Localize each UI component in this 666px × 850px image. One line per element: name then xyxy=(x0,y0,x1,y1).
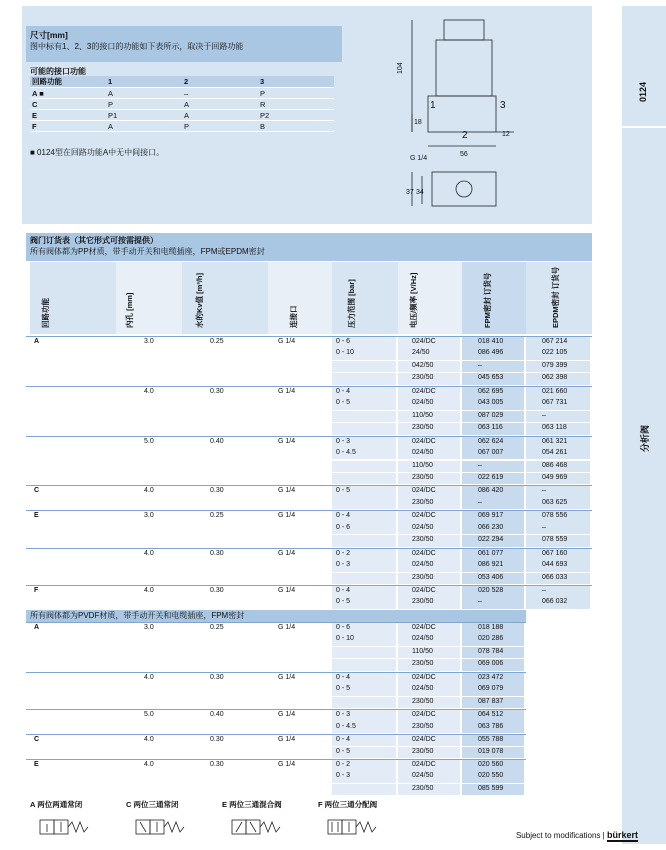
cell-background xyxy=(332,535,396,546)
cell: C xyxy=(30,99,106,110)
cell-background xyxy=(332,461,396,472)
column-header-label: EPDM密封 订货号 xyxy=(551,266,560,328)
port-1-label: 1 xyxy=(430,100,436,111)
table-cell: 043 005 xyxy=(478,399,504,407)
table-cell: 0 - 3 xyxy=(336,561,351,569)
table-cell: G 1/4 xyxy=(278,736,296,744)
dimensions-title: 尺寸[mm] xyxy=(30,30,68,40)
table-cell: 069 006 xyxy=(478,660,504,668)
functions-title: 可能的接口功能 xyxy=(30,67,86,76)
dimension-drawing xyxy=(392,14,532,214)
cell-background xyxy=(332,411,396,422)
table-cell: 062 398 xyxy=(542,374,568,382)
table-cell: 063 116 xyxy=(478,424,503,432)
table-cell: 024/DC xyxy=(412,549,436,557)
table-row xyxy=(26,461,592,474)
table-cell: 061 077 xyxy=(478,549,504,557)
table-cell: A xyxy=(34,338,40,345)
column-header xyxy=(30,262,116,334)
drawing-cable-plug xyxy=(444,20,484,40)
table-cell: 018 410 xyxy=(478,338,504,345)
table-cell: 0.25 xyxy=(210,512,224,520)
table-cell: 0 - 5 xyxy=(336,685,351,693)
table-row xyxy=(26,697,526,710)
table-row xyxy=(26,647,526,660)
table-header-row xyxy=(30,76,334,88)
column-header-label: FPM密封 订货号 xyxy=(483,272,492,328)
table-row xyxy=(30,99,334,110)
cell-background xyxy=(526,523,590,534)
table-cell: 079 399 xyxy=(542,361,568,369)
table-cell: 0 - 4.5 xyxy=(336,449,356,457)
cell: A xyxy=(182,99,258,110)
brand-logo: bürkert xyxy=(606,830,638,840)
column-header-label: 压力范围 [bar] xyxy=(347,279,356,328)
cell-background xyxy=(332,784,396,795)
cell: F xyxy=(30,121,106,132)
cell-background xyxy=(526,486,590,497)
pvdf-section-title: 所有阀体都为PVDF材质，带手动开关和电缆插座，FPM密封 xyxy=(26,610,526,622)
table-cell: 230/50 xyxy=(412,498,434,506)
table-cell: 24/50 xyxy=(412,349,430,357)
cell-background xyxy=(462,461,524,472)
table-cell: – xyxy=(478,498,482,506)
table-cell: 230/50 xyxy=(412,697,434,705)
table-cell: G 1/4 xyxy=(278,487,296,495)
table-cell: 020 560 xyxy=(478,760,504,768)
table-cell: G 1/4 xyxy=(278,711,296,719)
table-cell: E xyxy=(34,760,39,768)
table-row xyxy=(26,573,592,586)
column-header xyxy=(182,262,268,334)
table-cell: 0.30 xyxy=(210,549,224,557)
table-cell: 0 - 5 xyxy=(336,487,351,495)
table-cell: – xyxy=(542,411,546,419)
column-header-label: 回路功能 xyxy=(41,298,50,328)
table-cell: 0 - 6 xyxy=(336,624,351,631)
valve-symbol-f xyxy=(318,812,388,842)
table-cell: 069 917 xyxy=(478,512,504,520)
product-code: 0124 xyxy=(638,81,648,102)
table-cell: 230/50 xyxy=(412,424,434,432)
table-cell: 0 - 4 xyxy=(336,673,351,681)
dim-37: 37 xyxy=(406,189,414,196)
table-row xyxy=(26,784,526,797)
table-cell: 049 969 xyxy=(542,473,568,481)
dim-12: 12 xyxy=(502,131,510,138)
table-cell: 0.30 xyxy=(210,760,224,768)
cell-background xyxy=(332,498,396,509)
table-cell: 063 118 xyxy=(542,424,567,432)
dim-56: 56 xyxy=(460,151,468,158)
table-cell: 0 - 3 xyxy=(336,772,351,780)
table-cell: 063 786 xyxy=(478,722,504,730)
table-cell: A xyxy=(34,624,40,631)
table-cell: 0 - 10 xyxy=(336,635,354,643)
table-cell: 024/50 xyxy=(412,449,434,457)
table-cell: 054 261 xyxy=(542,449,568,457)
table-cell: 0.30 xyxy=(210,487,224,495)
table-cell: 067 160 xyxy=(542,549,568,557)
table-row xyxy=(26,361,592,374)
cell: P xyxy=(106,99,182,110)
cell-background xyxy=(526,411,590,422)
table-cell: 069 079 xyxy=(478,685,504,693)
column-header-label: 水的Kv值 [m³/h] xyxy=(195,273,204,328)
table-row xyxy=(26,771,526,784)
table-cell: 024/DC xyxy=(412,512,436,520)
cell: P1 xyxy=(106,110,182,121)
table-cell: 024/DC xyxy=(412,624,436,631)
table-cell: 3.0 xyxy=(144,512,154,520)
table-cell: 066 230 xyxy=(478,523,504,531)
table-cell: G 1/4 xyxy=(278,760,296,768)
note-text: ■ 0124型在回路功能A中无中间接口。 xyxy=(30,148,165,157)
table-cell: 0.30 xyxy=(210,736,224,744)
table-row xyxy=(30,121,334,132)
cell-background xyxy=(332,373,396,384)
cell-background xyxy=(332,361,396,372)
table-cell: 024/DC xyxy=(412,587,436,594)
symbol-label-c: C 两位三通常闭 xyxy=(126,800,179,809)
symbol-label-e: E 两位三通混合阀 xyxy=(222,800,282,809)
dimensions-desc: 图中标有1、2、3的接口的功能如下表所示，取决于回路功能 xyxy=(30,42,244,51)
table-row xyxy=(26,423,592,436)
table-cell: 0.40 xyxy=(210,437,224,445)
table-cell: – xyxy=(542,523,546,531)
header-cell: 2 xyxy=(182,76,258,88)
table-cell: 020 286 xyxy=(478,635,504,643)
table-cell: 064 512 xyxy=(478,711,504,719)
cell: A xyxy=(106,88,182,99)
table-row xyxy=(26,411,592,424)
table-row xyxy=(26,747,526,760)
table-cell: 078 559 xyxy=(542,536,568,544)
cell-background xyxy=(332,697,396,708)
table-row xyxy=(26,398,592,411)
table-cell: 024/DC xyxy=(412,487,436,495)
table-cell: 020 550 xyxy=(478,772,504,780)
table-cell: 019 078 xyxy=(478,747,504,755)
cell: A xyxy=(106,121,182,132)
table-cell: 0.25 xyxy=(210,624,224,631)
cell: A xyxy=(182,110,258,121)
table-cell: 0 - 4 xyxy=(336,512,351,520)
table-row xyxy=(30,110,334,121)
column-header-label: 内孔 [mm] xyxy=(125,292,134,328)
table-cell: 0 - 5 xyxy=(336,598,351,606)
table-row xyxy=(26,373,592,386)
table-cell: 087 837 xyxy=(478,697,504,705)
table-cell: 062 695 xyxy=(478,387,504,395)
valve-symbol-c xyxy=(126,812,196,842)
cell: A ■ xyxy=(30,88,106,99)
table-cell: 042/50 xyxy=(412,361,434,369)
table-row xyxy=(26,722,526,735)
table-row xyxy=(26,659,526,672)
table-cell: C xyxy=(34,736,40,744)
table-cell: 024/DC xyxy=(412,736,436,744)
table-cell: 0.40 xyxy=(210,711,224,719)
table-cell: 4.0 xyxy=(144,587,154,594)
table-cell: 110/50 xyxy=(412,647,433,655)
table-cell: 4.0 xyxy=(144,549,154,557)
drawing-body xyxy=(428,96,496,132)
table-row xyxy=(26,523,592,536)
table-cell: G 1/4 xyxy=(278,512,296,520)
table-cell: 022 105 xyxy=(542,349,568,357)
symbol-label-f: F 两位三通分配阀 xyxy=(318,800,378,809)
table-cell: 0 - 4 xyxy=(336,387,351,395)
table-row xyxy=(26,684,526,697)
table-cell: 023 472 xyxy=(478,673,504,681)
table-cell: 4.0 xyxy=(144,673,154,681)
port-functions-table xyxy=(30,76,334,132)
table-cell: 021 660 xyxy=(542,387,568,395)
order-table-title: 阀门订货表（其它形式可按需提供） xyxy=(30,236,158,245)
table-cell: 0 - 2 xyxy=(336,549,351,557)
table-row xyxy=(26,634,526,647)
table-cell: G 1/4 xyxy=(278,437,296,445)
dim-34: 34 xyxy=(416,189,424,196)
table-cell: 022 619 xyxy=(478,473,504,481)
table-cell: 024/DC xyxy=(412,673,436,681)
side-tab-category xyxy=(622,128,666,844)
header-cell: 3 xyxy=(258,76,334,88)
table-cell: 078 556 xyxy=(542,512,568,520)
table-cell: 0.25 xyxy=(210,338,224,345)
dim-104: 104 xyxy=(397,62,404,74)
table-cell: 0 - 10 xyxy=(336,349,354,357)
table-cell: 0.30 xyxy=(210,387,224,395)
table-row xyxy=(30,88,334,99)
table-cell: 018 188 xyxy=(478,624,504,631)
column-header xyxy=(116,262,182,334)
table-cell: – xyxy=(542,487,546,495)
table-cell: 0 - 5 xyxy=(336,747,351,755)
table-row xyxy=(26,498,592,511)
table-cell: 4.0 xyxy=(144,736,154,744)
table-cell: 053 406 xyxy=(478,573,504,581)
table-cell: 024/DC xyxy=(412,711,436,719)
cell-background xyxy=(462,361,524,372)
table-cell: 024/DC xyxy=(412,387,436,395)
side-tab-code xyxy=(622,6,666,126)
table-cell: – xyxy=(478,598,482,606)
cell: B xyxy=(258,121,334,132)
drawing-coil xyxy=(436,40,492,96)
category-label: 分析阀 xyxy=(640,424,650,452)
port-3-label: 3 xyxy=(500,100,506,111)
table-cell: 024/50 xyxy=(412,523,434,531)
table-cell: 4.0 xyxy=(144,387,154,395)
table-cell: 024/50 xyxy=(412,561,434,569)
table-cell: 230/50 xyxy=(412,660,434,668)
table-row xyxy=(26,448,592,461)
table-cell: 020 528 xyxy=(478,587,504,594)
cell-background xyxy=(462,597,524,608)
footer: Subject to modifications | bürkert xyxy=(515,830,638,840)
table-cell: 0 - 4 xyxy=(336,587,351,594)
table-cell: 4.0 xyxy=(144,487,154,495)
table-cell: 086 420 xyxy=(478,487,504,495)
column-header xyxy=(268,262,332,334)
table-cell: 086 496 xyxy=(478,349,504,357)
column-header-label: 电压/频率 [V/Hz] xyxy=(409,272,418,328)
table-cell: G 1/4 xyxy=(278,387,296,395)
symbol-label-a: A 两位两通常闭 xyxy=(30,800,83,809)
valve-symbol-a xyxy=(30,812,100,842)
column-header-label: 连接口 xyxy=(289,305,298,328)
table-cell: 066 032 xyxy=(542,598,568,606)
table-cell: 110/50 xyxy=(412,411,433,419)
cell-background xyxy=(332,659,396,670)
footer-text: Subject to modifications xyxy=(515,831,601,840)
table-cell: 0 - 2 xyxy=(336,760,351,768)
table-cell: 0 - 5 xyxy=(336,399,351,407)
table-cell: 230/50 xyxy=(412,473,434,481)
table-cell: 066 033 xyxy=(542,573,568,581)
header-cell: 1 xyxy=(106,76,182,88)
table-cell: 0 - 3 xyxy=(336,437,351,445)
table-cell: 5.0 xyxy=(144,437,154,445)
table-cell: – xyxy=(478,461,482,469)
cell-background xyxy=(332,573,396,584)
table-cell: – xyxy=(542,587,546,594)
cell-background xyxy=(332,647,396,658)
port-2-label: 2 xyxy=(462,130,468,141)
table-cell: 0 - 6 xyxy=(336,338,351,345)
table-cell: 230/50 xyxy=(412,374,434,382)
table-cell: G 1/4 xyxy=(278,338,296,345)
table-cell: 230/50 xyxy=(412,784,434,792)
table-cell: 087 029 xyxy=(478,411,504,419)
table-cell: 0.30 xyxy=(210,673,224,681)
table-cell: 5.0 xyxy=(144,711,154,719)
cell: R xyxy=(258,99,334,110)
table-cell: 024/DC xyxy=(412,338,436,345)
table-cell: 086 468 xyxy=(542,461,568,469)
table-cell: 067 007 xyxy=(478,449,504,457)
table-row xyxy=(26,597,592,610)
table-cell: 024/DC xyxy=(412,760,436,768)
column-header xyxy=(398,262,462,334)
table-cell: 067 214 xyxy=(542,338,568,345)
cell: P xyxy=(258,88,334,99)
table-cell: G 1/4 xyxy=(278,673,296,681)
table-cell: 3.0 xyxy=(144,338,154,345)
table-cell: 0 - 4 xyxy=(336,736,351,744)
table-row xyxy=(26,560,592,573)
table-cell: 078 784 xyxy=(478,647,504,655)
cell: P2 xyxy=(258,110,334,121)
cell-background xyxy=(332,473,396,484)
table-cell: 062 624 xyxy=(478,437,504,445)
cell: – xyxy=(182,88,258,99)
table-cell: 230/50 xyxy=(412,573,434,581)
table-cell: 044 693 xyxy=(542,561,568,569)
table-cell: 3.0 xyxy=(144,624,154,631)
dim-18: 18 xyxy=(414,119,422,126)
column-header xyxy=(462,262,526,334)
valve-symbol-e xyxy=(222,812,292,842)
table-cell: G 1/4 xyxy=(278,587,296,594)
cell-background xyxy=(332,423,396,434)
column-header xyxy=(526,262,592,334)
table-cell: 110/50 xyxy=(412,461,433,469)
column-header xyxy=(332,262,398,334)
header-cell: 回路功能 xyxy=(30,76,106,88)
table-cell: E xyxy=(34,512,39,520)
table-cell: 0 - 3 xyxy=(336,711,351,719)
table-cell: G 1/4 xyxy=(278,549,296,557)
table-cell: 022 294 xyxy=(478,536,504,544)
table-cell: 085 599 xyxy=(478,784,504,792)
table-cell: 230/50 xyxy=(412,598,434,606)
table-cell: 024/50 xyxy=(412,635,434,643)
table-cell: 067 731 xyxy=(542,399,568,407)
table-row xyxy=(26,473,592,486)
table-cell: 024/50 xyxy=(412,399,434,407)
table-cell: 024/DC xyxy=(412,437,436,445)
table-cell: 055 788 xyxy=(478,736,504,744)
table-cell: 230/50 xyxy=(412,536,434,544)
table-cell: 0.30 xyxy=(210,587,224,594)
table-row xyxy=(26,535,592,548)
table-cell: 230/50 xyxy=(412,747,434,755)
table-cell: 045 653 xyxy=(478,374,504,382)
table-cell: 024/50 xyxy=(412,685,434,693)
table-cell: 0 - 4.5 xyxy=(336,722,356,730)
table-cell: 230/50 xyxy=(412,722,434,730)
thread-label: G 1/4 xyxy=(410,155,428,162)
cell: P xyxy=(182,121,258,132)
cell: E xyxy=(30,110,106,121)
table-cell: C xyxy=(34,487,40,495)
cell-background xyxy=(462,498,524,509)
cell-background xyxy=(526,586,590,597)
table-cell: 086 921 xyxy=(478,561,504,569)
table-cell: 061 321 xyxy=(542,437,568,445)
table-cell: F xyxy=(34,587,39,594)
table-cell: 0 - 6 xyxy=(336,523,351,531)
table-cell: G 1/4 xyxy=(278,624,296,631)
table-cell: 063 625 xyxy=(542,498,568,506)
table-row xyxy=(26,348,592,361)
table-cell: 4.0 xyxy=(144,760,154,768)
table-cell: 024/50 xyxy=(412,772,434,780)
order-table-subtitle: 所有阀体都为PP材质，带手动开关和电缆插座，FPM或EPDM密封 xyxy=(30,247,265,256)
table-cell: – xyxy=(478,361,482,369)
